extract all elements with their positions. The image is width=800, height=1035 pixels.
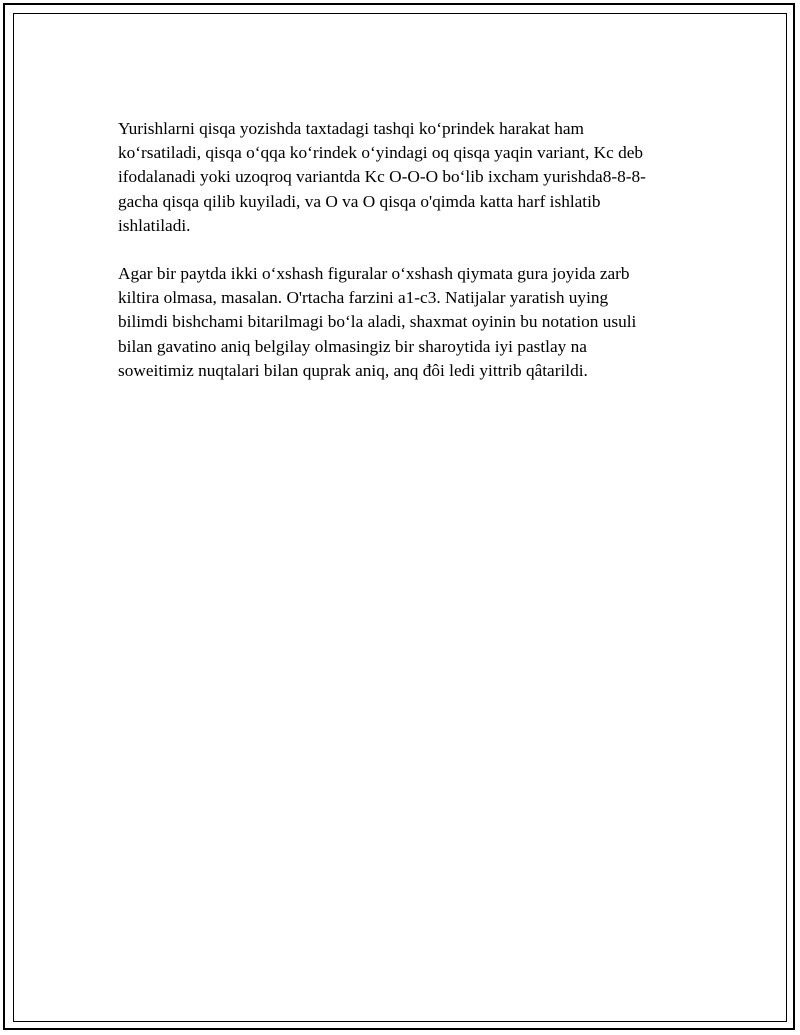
paragraph-1: Yurishlarni qisqa yozishda taxtadagi tashqi ko‘prindek harakat ham ko‘rsatiladi, qisqa o‘qqa ko‘rindek o‘yindagi oq qisqa yaqin variant, Kc deb ifodalanadi yoki uzoqroq variantda Kc O-O-O bo‘lib ixcham yurishda8-8-8- gacha qisqa qilib kuyiladi, va O va O qisqa o'qimda katta harf ishlatib ishlatiladi. [118, 119, 646, 235]
paragraph-2: Agar bir paytda ikki o‘xshash figuralar o‘xshash qiymata gura joyida zarb kiltira olmasa, masalan. O'rtacha farzini a1-c3. Natijalar yaratish uying bilimdi bishchami bitarilmagi bo‘la aladi, shaxmat oyinin bu notation usuli bilan gavatino aniq belgilay olmasingiz bir sharoytida iyi pastlay na soweitimiz nuqtalari bilan quprak aniq, anq đôi ledi yittrib qâtarildi. [118, 264, 637, 380]
document-body [118, 117, 690, 407]
